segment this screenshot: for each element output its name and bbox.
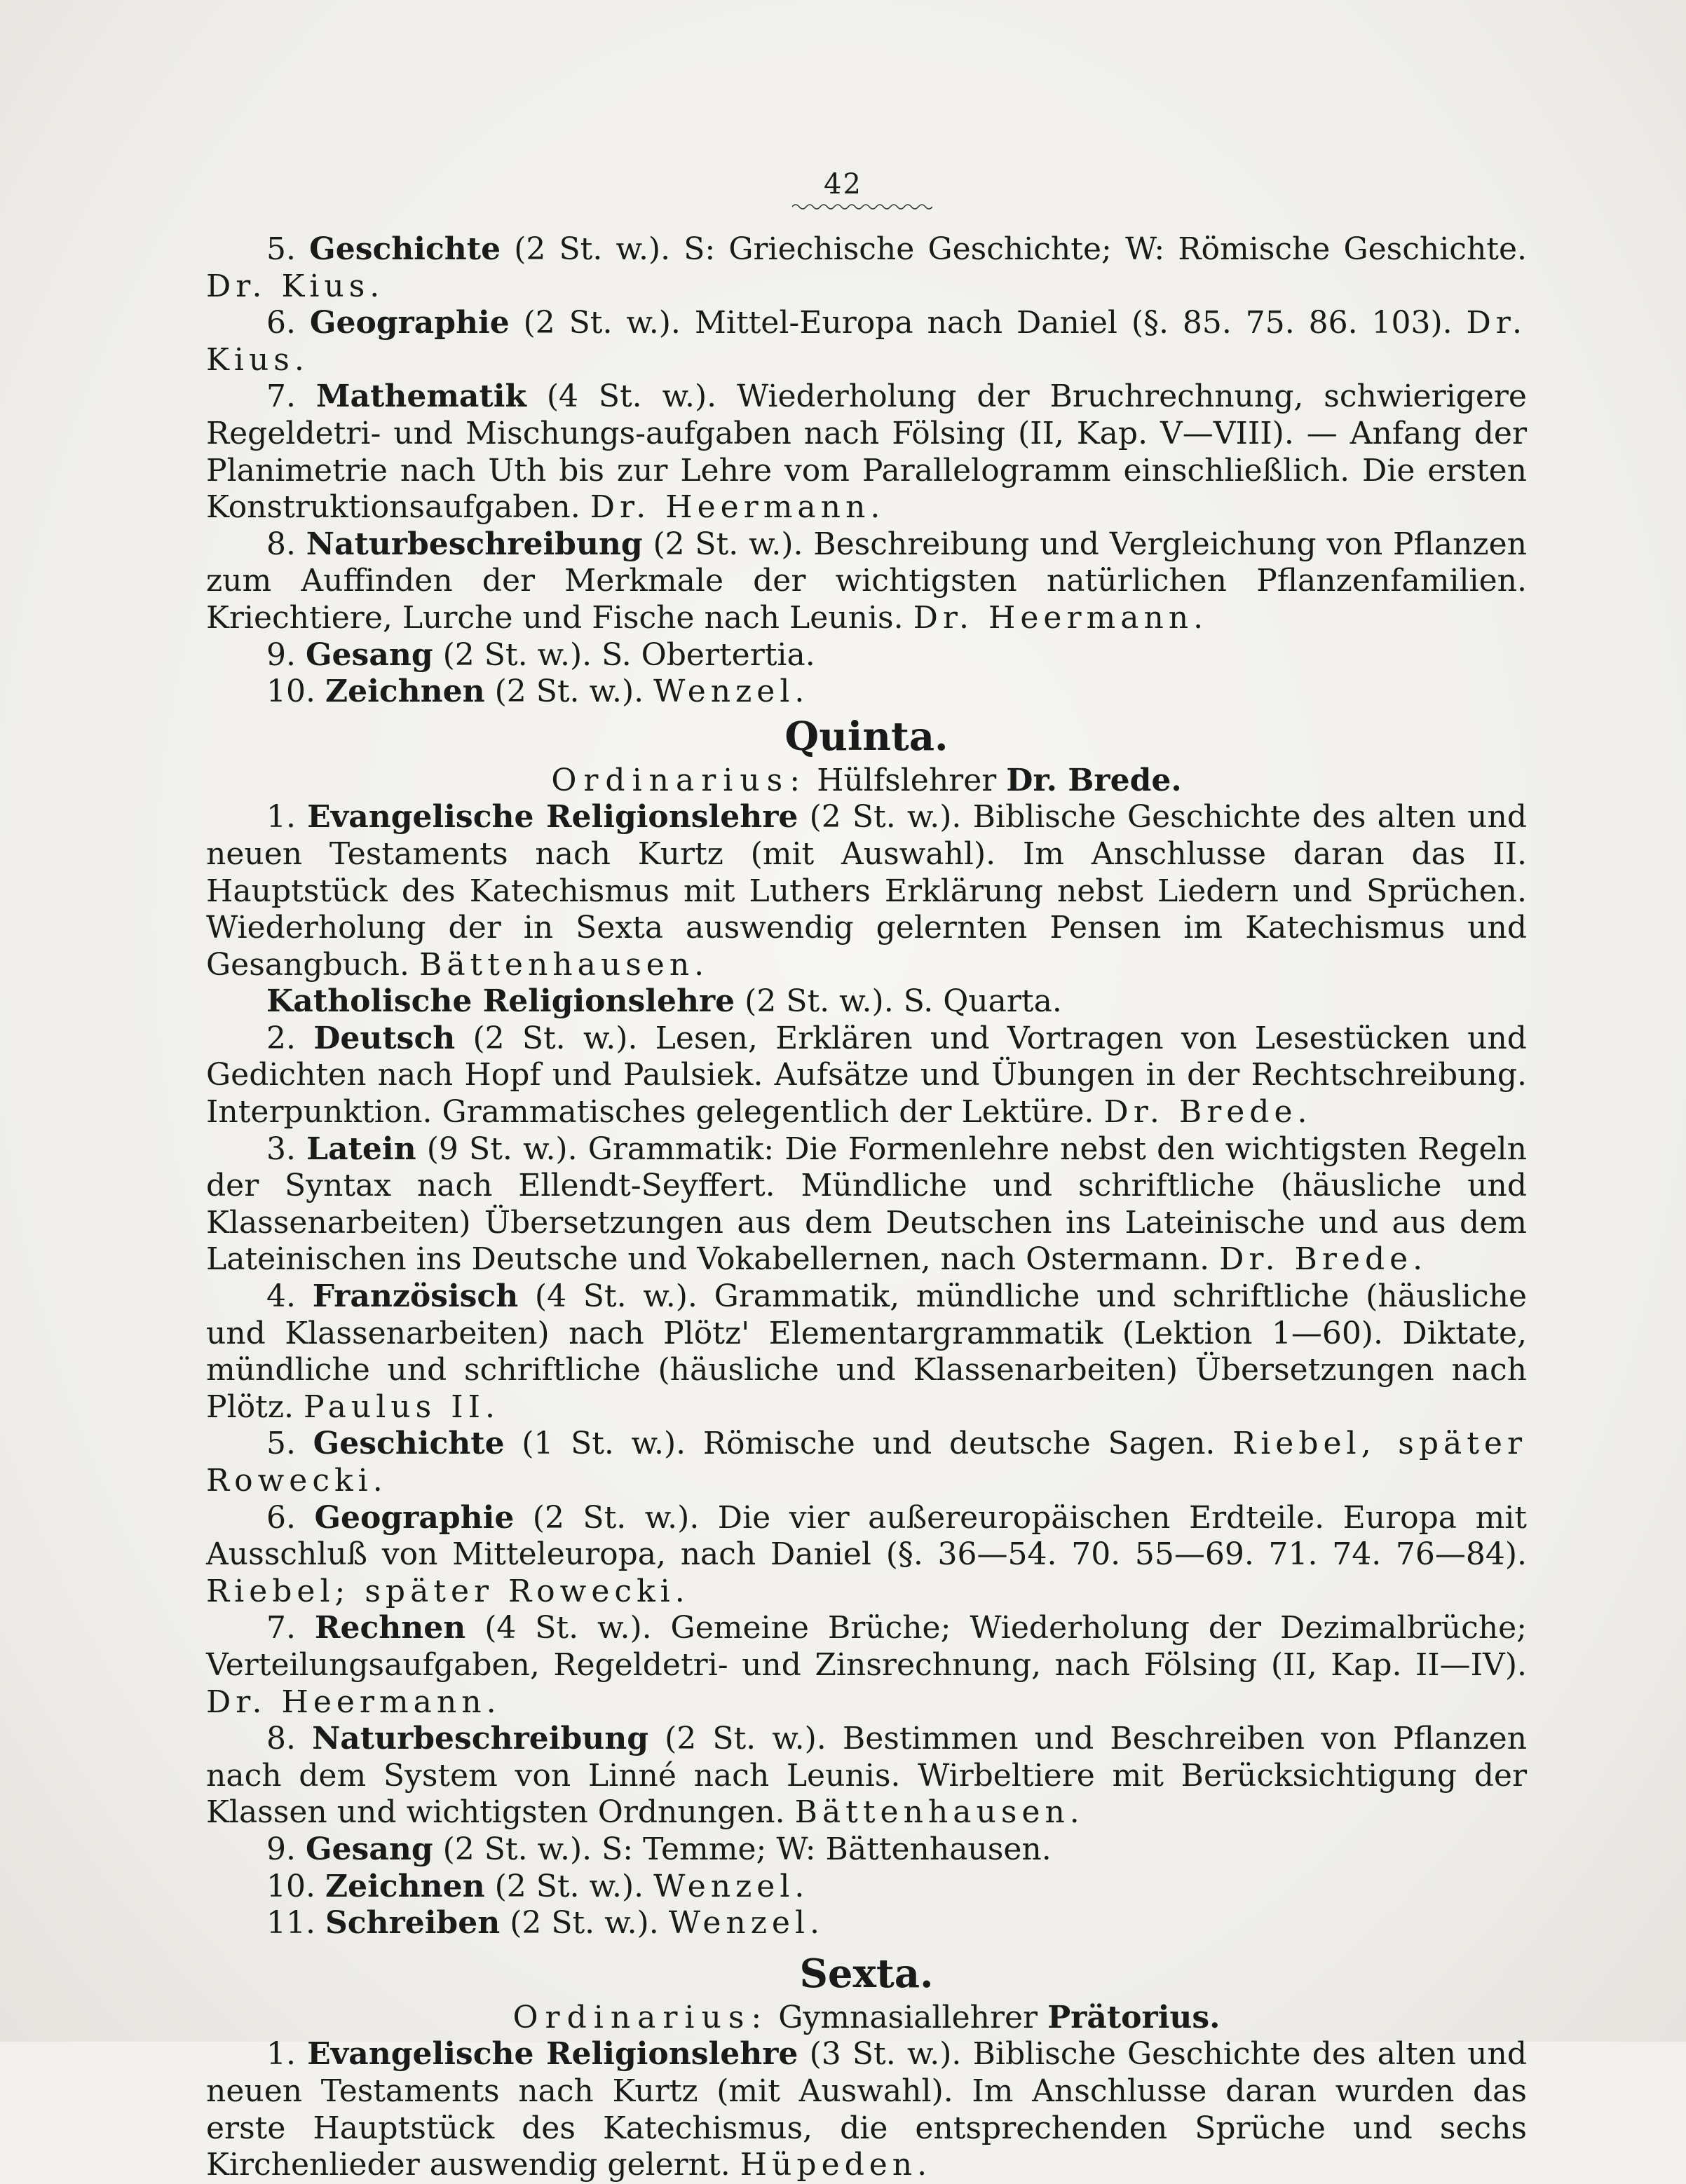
curriculum-item-zeichnen-q bbox=[206, 1869, 1527, 1906]
curriculum-item-geographie-q bbox=[206, 1500, 1527, 1611]
item-description: Mittel-Europa nach Daniel (§. 85. 75. 86. 103). bbox=[694, 305, 1453, 341]
teacher-name: Hüpeden. bbox=[740, 2147, 932, 2183]
item-description: Gemeine Brüche; Wiederholung der Dezimalbrüche; Verteilungsaufgaben, Regeldetri- und Zinsrechnung, nach Fölsing (II, Kap. II—IV). bbox=[206, 1610, 1527, 1683]
curriculum-item-deutsch bbox=[206, 1021, 1527, 1131]
subject-title: Geographie bbox=[314, 1499, 515, 1536]
subject-title: Evangelische Religionslehre bbox=[307, 799, 798, 835]
subject-title: Mathematik bbox=[315, 378, 526, 415]
teacher-name: Wenzel. bbox=[653, 674, 810, 710]
hours-per-week: (2 St. w.). bbox=[442, 636, 592, 673]
subject-title: Katholische Religionslehre bbox=[266, 983, 735, 1020]
item-number: 11. bbox=[266, 1905, 315, 1941]
curriculum-item-gesang-q bbox=[206, 1831, 1527, 1869]
curriculum-item-latein bbox=[206, 1131, 1527, 1278]
curriculum-item-naturbeschreibung-q bbox=[206, 1721, 1527, 1831]
hours-per-week: (2 St. w.). bbox=[653, 526, 803, 562]
curriculum-item-ev-religion-s bbox=[206, 2036, 1527, 2183]
hours-per-week: (4 St. w.). bbox=[484, 1610, 652, 1646]
hours-per-week: (2 St. w.). bbox=[514, 231, 671, 267]
curriculum-item-mathematik bbox=[206, 378, 1527, 526]
item-description: Biblische Geschichte des alten und neuen Testaments nach Kurtz (mit Auswahl). Im Anschlusse daran das II. Hauptstück des Katechismus mit Luthers Erklärung nebst Liedern und Sprüchen. Wiederholung der in Sexta auswendig gelernten Pensen im Katechismus und Gesangbuch. bbox=[206, 799, 1527, 983]
teacher-name: Bättenhausen. bbox=[794, 1794, 1085, 1831]
item-number: 1. bbox=[266, 2036, 296, 2073]
sexta-section bbox=[206, 2036, 1527, 2183]
subject-title: Schreiben bbox=[325, 1905, 501, 1941]
ordinarius-name: Prätorius. bbox=[1047, 1999, 1221, 2035]
subject-title: Naturbeschreibung bbox=[312, 1721, 649, 1757]
item-description: Grammatik, mündliche und schriftliche (häusliche und Klassenarbeiten) nach Plötz' Elementargrammatik (Lektion 1—60). Diktate, mündliche und schriftliche (häusliche und Klassenarbeiten) Übersetzungen nach Plötz. bbox=[206, 1278, 1527, 1425]
item-number: 5. bbox=[266, 1426, 296, 1462]
teacher-name: Riebel; später Rowecki. bbox=[206, 1573, 690, 1609]
item-number: 3. bbox=[266, 1131, 296, 1167]
item-number: 7. bbox=[266, 1610, 296, 1646]
subject-title: Latein bbox=[306, 1131, 416, 1167]
item-description: Bestimmen und Beschreiben von Pflanzen nach dem System von Linné nach Leunis. Wirbeltiere mit Berücksichtigung der Klassen und wichtigsten Ordnungen. bbox=[206, 1721, 1527, 1831]
item-description: S. Quarta. bbox=[903, 983, 1062, 1020]
quinta-title: Quinta. bbox=[784, 713, 949, 760]
hours-per-week: (2 St. w.). bbox=[494, 1868, 644, 1904]
subject-title: Deutsch bbox=[313, 1020, 456, 1056]
teacher-name: Dr. Heermann. bbox=[206, 1684, 501, 1720]
curriculum-item-geographie bbox=[206, 305, 1527, 378]
item-description: Grammatik: Die Formenlehre nebst den wichtigsten Regeln der Syntax nach Ellendt-Seyffert. Mündliche und schriftliche (häusliche und Klassenarbeiten) Übersetzungen aus dem Deutschen ins Lateinische und aus dem Lateinischen ins Deutsche und Vokabellernen, nach Ostermann. bbox=[206, 1131, 1527, 1278]
curriculum-item-ev-religion bbox=[206, 799, 1527, 983]
sexta-title: Sexta. bbox=[799, 1950, 934, 1997]
curriculum-item-naturbeschreibung bbox=[206, 526, 1527, 637]
item-number: 7. bbox=[266, 378, 296, 415]
curriculum-item-geschichte-q bbox=[206, 1426, 1527, 1499]
hours-per-week: (2 St. w.). bbox=[523, 305, 681, 341]
item-description: Römische und deutsche Sagen. bbox=[702, 1426, 1216, 1462]
item-description: S. Obertertia. bbox=[601, 636, 815, 673]
item-number: 10. bbox=[266, 674, 315, 710]
teacher-name: Dr. Heermann. bbox=[590, 489, 885, 526]
hours-per-week: (9 St. w.). bbox=[426, 1131, 578, 1167]
subject-title: Geographie bbox=[309, 305, 510, 341]
curriculum-item-rechnen bbox=[206, 1610, 1527, 1721]
teacher-name: Wenzel. bbox=[668, 1905, 825, 1941]
item-number: 9. bbox=[266, 636, 296, 673]
teacher-name: Dr. Heermann. bbox=[913, 599, 1209, 636]
ordinarius-label: Ordinarius: bbox=[512, 1999, 769, 2035]
teacher-name: Riebel, später Rowecki. bbox=[206, 1426, 1527, 1499]
quinta-section bbox=[206, 799, 1527, 1941]
hours-per-week: (3 St. w.). bbox=[809, 2036, 962, 2073]
hours-per-week: (2 St. w.). bbox=[494, 674, 644, 710]
ordinarius-name: Dr. Brede. bbox=[1006, 762, 1182, 798]
oberquarta-section bbox=[206, 231, 1527, 711]
teacher-name: Dr. Kius. bbox=[206, 268, 385, 304]
item-description: S: Griechische Geschichte; W: Römische Geschichte. bbox=[684, 231, 1527, 267]
subject-title: Zeichnen bbox=[325, 1868, 485, 1904]
ordinarius-label: Ordinarius: bbox=[551, 762, 808, 798]
subject-title: Evangelische Religionslehre bbox=[307, 2036, 798, 2073]
hours-per-week: (2 St. w.). bbox=[665, 1721, 827, 1757]
item-number: 1. bbox=[266, 799, 296, 835]
subject-title: Gesang bbox=[305, 1831, 433, 1867]
hours-per-week: (2 St. w.). bbox=[532, 1499, 700, 1536]
item-number: 2. bbox=[266, 1020, 296, 1056]
item-number: 5. bbox=[266, 231, 296, 267]
item-description: Lesen, Erklären und Vortragen von Lesestücken und Gedichten nach Hopf und Paulsiek. Aufsätze und Übungen in der Rechtschreibung. Interpunktion. Grammatisches gelegentlich der Lektüre. bbox=[206, 1020, 1527, 1131]
teacher-name: Wenzel. bbox=[653, 1868, 810, 1904]
item-number: 4. bbox=[266, 1278, 296, 1315]
item-number: 8. bbox=[266, 1721, 296, 1757]
curriculum-item-zeichnen bbox=[206, 674, 1527, 711]
ordinarius-rank: Gymnasiallehrer bbox=[778, 1999, 1038, 2035]
curriculum-item-geschichte bbox=[206, 231, 1527, 305]
subject-title: Naturbeschreibung bbox=[306, 526, 643, 562]
teacher-name: Paulus II. bbox=[304, 1388, 500, 1425]
curriculum-item-gesang bbox=[206, 637, 1527, 674]
subject-title: Gesang bbox=[305, 636, 433, 673]
sexta-ordinarius bbox=[206, 2000, 1527, 2037]
hours-per-week: (2 St. w.). bbox=[745, 983, 894, 1020]
hours-per-week: (4 St. w.). bbox=[546, 378, 717, 415]
curriculum-item-kath-religion bbox=[206, 983, 1527, 1021]
page-number: 42 bbox=[824, 168, 862, 200]
teacher-name: Bättenhausen. bbox=[419, 946, 709, 983]
subject-title: Geschichte bbox=[313, 1426, 505, 1462]
item-number: 6. bbox=[266, 305, 296, 341]
item-description: Wiederholung der Bruchrechnung, schwierigere Regeldetri- und Mischungs-aufgaben nach Fölsing (II, Kap. V—VIII). — Anfang der Planimetrie nach Uth bis zur Lehre vom Parallelogramm einschließlich. Die ersten Konstruktionsaufgaben. bbox=[206, 378, 1527, 526]
subject-title: Französisch bbox=[312, 1278, 519, 1315]
item-number: 9. bbox=[266, 1831, 296, 1867]
curriculum-item-franzoesisch bbox=[206, 1278, 1527, 1426]
hours-per-week: (2 St. w.). bbox=[510, 1905, 659, 1941]
subject-title: Rechnen bbox=[314, 1610, 466, 1646]
teacher-name: Dr. Brede. bbox=[1219, 1241, 1428, 1278]
item-description: Biblische Geschichte des alten und neuen Testaments nach Kurtz (mit Auswahl). Im Anschlusse daran wurden das erste Hauptstück des Katechismus, die entsprechenden Sprüche und sechs Kirchenlieder auswendig gelernt. bbox=[206, 2036, 1527, 2183]
hours-per-week: (2 St. w.). bbox=[473, 1020, 638, 1056]
page-body bbox=[206, 231, 1527, 2184]
quinta-ordinarius bbox=[206, 763, 1527, 800]
item-number: 6. bbox=[266, 1499, 296, 1536]
subject-title: Zeichnen bbox=[325, 674, 485, 710]
subject-title: Geschichte bbox=[309, 231, 501, 267]
teacher-name: Dr. Brede. bbox=[1103, 1094, 1312, 1131]
ordinarius-rank: Hülfslehrer bbox=[817, 762, 997, 798]
hours-per-week: (2 St. w.). bbox=[809, 799, 962, 835]
item-number: 10. bbox=[266, 1868, 315, 1904]
item-number: 8. bbox=[266, 526, 296, 562]
hours-per-week: (1 St. w.). bbox=[522, 1426, 686, 1462]
item-description: Beschreibung und Vergleichung von Pflanzen zum Auffinden der Merkmale der wichtigsten natürlichen Pflanzenfamilien. Kriechtiere, Lurche und Fische nach Leunis. bbox=[206, 526, 1527, 636]
teacher-name: Dr. Kius. bbox=[206, 305, 1527, 378]
item-description: Die vier außereuropäischen Erdteile. Europa mit Ausschluß von Mitteleuropa, nach Daniel (§. 36—54. 70. 55—69. 71. 74. 76—84). bbox=[206, 1499, 1527, 1573]
hours-per-week: (4 St. w.). bbox=[534, 1278, 698, 1315]
item-description: S: Temme; W: Bättenhausen. bbox=[601, 1831, 1052, 1867]
curriculum-item-schreiben-q bbox=[206, 1905, 1527, 1942]
hours-per-week: (2 St. w.). bbox=[442, 1831, 592, 1867]
wavy-rule-ornament bbox=[792, 202, 932, 212]
